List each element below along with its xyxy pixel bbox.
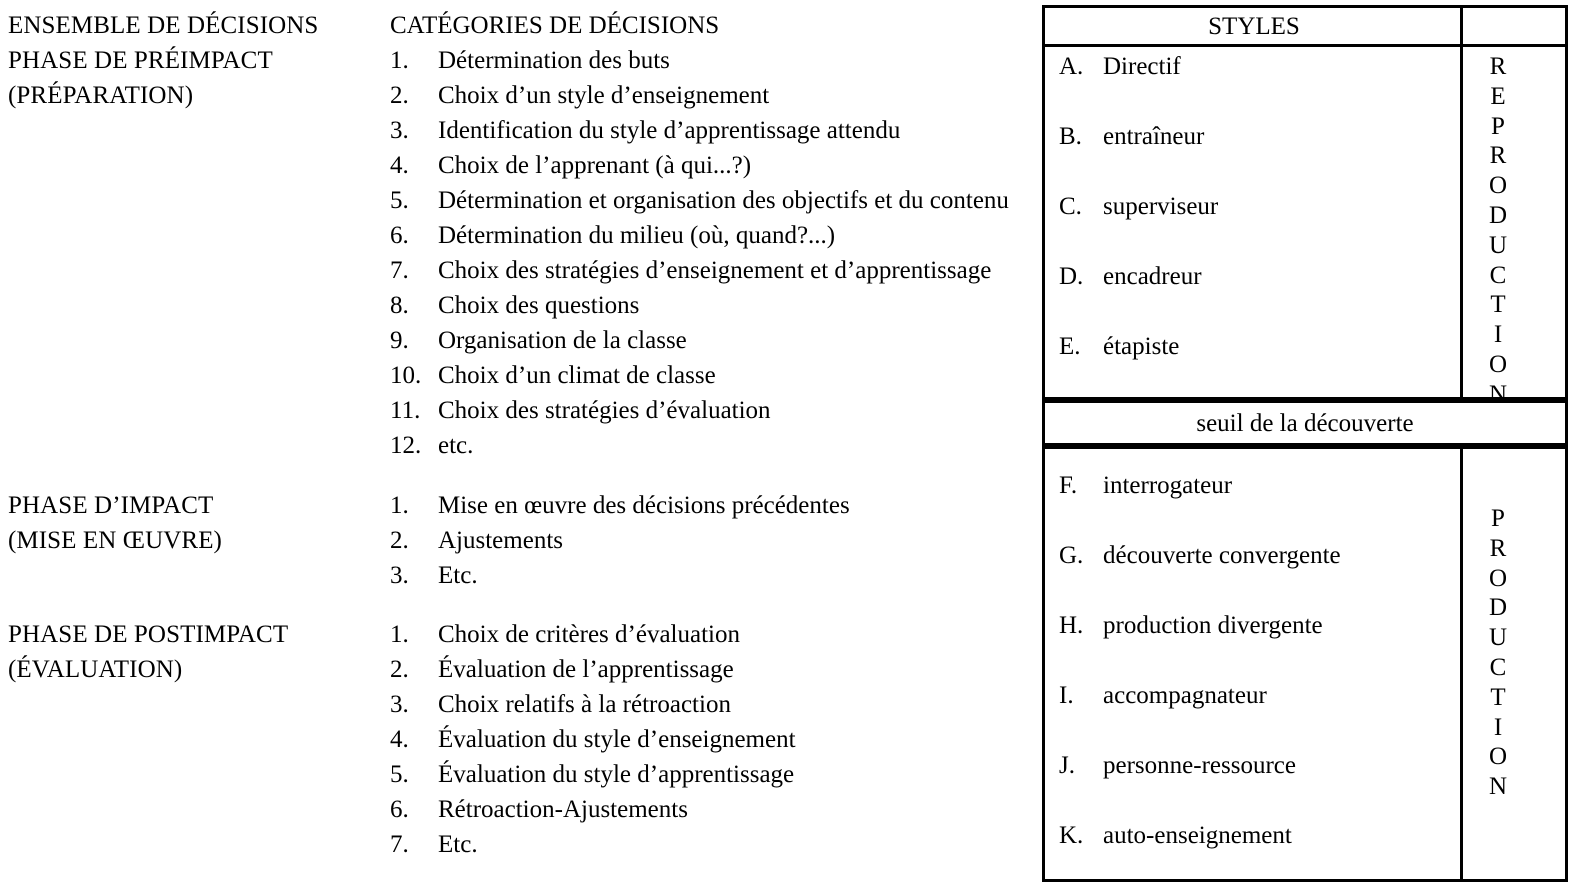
category-number: 2.: [390, 656, 409, 683]
category-label: Identification du style d’apprentissage attendu: [438, 117, 901, 144]
vertical-letter: U: [1488, 624, 1508, 652]
vertical-letter: N: [1488, 773, 1508, 801]
vertical-letter: T: [1490, 291, 1506, 319]
category-item: [390, 323, 1030, 358]
production-box: [1042, 446, 1568, 882]
category-number: 8.: [390, 292, 409, 319]
vertical-letter: N: [1488, 380, 1508, 408]
vertical-letter: R: [1489, 534, 1507, 562]
seuil-row: [1042, 400, 1568, 446]
category-label: Choix de critères d’évaluation: [438, 621, 740, 648]
reproduction-box: [1042, 5, 1568, 408]
category-item: [390, 253, 1030, 288]
style-letter: I.: [1059, 682, 1074, 709]
phase-subtitle-postimpact: (ÉVALUATION): [8, 656, 183, 683]
category-label: Détermination et organisation des objectifs et du contenu: [438, 187, 1009, 214]
vertical-letter: R: [1489, 142, 1507, 170]
style-name: encadreur: [1103, 263, 1202, 290]
style-name: accompagnateur: [1103, 682, 1267, 709]
category-item: [390, 617, 1030, 652]
decisions-column-header: ENSEMBLE DE DÉCISIONS: [8, 12, 319, 39]
vertical-letter: R: [1489, 53, 1507, 80]
phase-heading-impact: [8, 488, 378, 558]
style-letter: F.: [1059, 472, 1078, 499]
category-label: Rétroaction-Ajustements: [438, 796, 688, 823]
category-number: 6.: [390, 796, 409, 823]
categories-column-header: CATÉGORIES DE DÉCISIONS: [390, 12, 720, 39]
category-number: 4.: [390, 726, 409, 753]
category-number: 3.: [390, 562, 409, 589]
category-list-preimpact: [390, 43, 1030, 463]
category-label: Détermination du milieu (où, quand?...): [438, 222, 836, 249]
phase-title-postimpact: PHASE DE POSTIMPACT: [8, 621, 289, 648]
category-list-impact: [390, 488, 1030, 593]
vertical-letter: C: [1489, 261, 1507, 289]
category-item: [390, 558, 1030, 593]
style-name: étapiste: [1103, 333, 1180, 360]
style-letter: G.: [1059, 542, 1084, 569]
category-number: 11.: [390, 397, 421, 424]
category-item: [390, 358, 1030, 393]
vertical-letter: O: [1488, 350, 1508, 378]
category-label: Choix d’un style d’enseignement: [438, 82, 770, 109]
category-label: Évaluation du style d’apprentissage: [438, 761, 795, 788]
category-item: [390, 148, 1030, 183]
category-number: 9.: [390, 327, 409, 354]
style-letter: K.: [1059, 822, 1084, 849]
category-label: etc.: [438, 432, 474, 459]
category-number: 3.: [390, 117, 409, 144]
vertical-letter: U: [1488, 231, 1508, 259]
category-label: Évaluation de l’apprentissage: [438, 656, 734, 683]
category-label: Ajustements: [438, 527, 563, 554]
style-letter: D.: [1059, 263, 1084, 290]
category-number: 3.: [390, 691, 409, 718]
category-item: [390, 288, 1030, 323]
category-label: Choix des stratégies d’enseignement et d’apprentissage: [438, 257, 992, 284]
production-vertical-label: [1470, 504, 1526, 802]
category-number: 6.: [390, 222, 409, 249]
category-label: Organisation de la classe: [438, 327, 687, 354]
category-number: 12.: [390, 432, 422, 459]
category-number: 1.: [390, 621, 409, 648]
header-column-divider: [1460, 8, 1464, 47]
category-label: Détermination des buts: [438, 47, 670, 74]
styles-header-label: STYLES: [1208, 13, 1300, 40]
vertical-letter: T: [1490, 683, 1506, 711]
category-label: Etc.: [438, 831, 478, 858]
category-label: Choix de l’apprenant (à qui...?): [438, 152, 752, 179]
style-letter: J.: [1059, 752, 1075, 779]
category-number: 5.: [390, 761, 409, 788]
category-list-postimpact: [390, 617, 1030, 862]
category-item: [390, 687, 1030, 722]
style-name: interrogateur: [1103, 472, 1233, 499]
category-item: [390, 792, 1030, 827]
style-name: auto-enseignement: [1103, 822, 1292, 849]
category-number: 1.: [390, 47, 409, 74]
vertical-letter: O: [1488, 564, 1508, 592]
category-item: [390, 722, 1030, 757]
category-number: 10.: [390, 362, 422, 389]
category-number: 7.: [390, 831, 409, 858]
category-label: Choix relatifs à la rétroaction: [438, 691, 731, 718]
category-label: Mise en œuvre des décisions précédentes: [438, 492, 850, 519]
styles-table: [1042, 5, 1568, 882]
style-letter: B.: [1059, 123, 1082, 150]
category-item: [390, 523, 1030, 558]
vertical-letter: E: [1490, 82, 1506, 110]
category-item: [390, 183, 1030, 218]
phase-subtitle-preimpact: (PRÉPARATION): [8, 82, 194, 109]
style-letter: H.: [1059, 612, 1084, 639]
category-item: [390, 652, 1030, 687]
category-item: [390, 757, 1030, 792]
category-label: Etc.: [438, 562, 478, 589]
category-number: 5.: [390, 187, 409, 214]
style-name: découverte convergente: [1103, 542, 1341, 569]
category-number: 1.: [390, 492, 409, 519]
category-number: 4.: [390, 152, 409, 179]
styles-header-row: [1045, 8, 1565, 47]
vertical-letter: O: [1488, 172, 1508, 200]
vertical-letter: D: [1488, 201, 1508, 229]
style-name: production divergente: [1103, 612, 1323, 639]
decisions-column-header-block: [8, 8, 378, 113]
category-item: [390, 218, 1030, 253]
category-number: 7.: [390, 257, 409, 284]
category-label: Évaluation du style d’enseignement: [438, 726, 796, 753]
production-column-divider: [1460, 449, 1464, 879]
category-item: [390, 488, 1030, 523]
vertical-letter: P: [1491, 112, 1505, 140]
phase-subtitle-impact: (MISE EN ŒUVRE): [8, 527, 222, 554]
category-number: 2.: [390, 82, 409, 109]
phase-title-preimpact: PHASE DE PRÉIMPACT: [8, 47, 273, 74]
phase-title-impact: PHASE D’IMPACT: [8, 492, 214, 519]
style-name: entraîneur: [1103, 123, 1205, 150]
category-label: Choix des questions: [438, 292, 640, 319]
style-letter: E.: [1059, 333, 1081, 360]
style-name: Directif: [1103, 53, 1181, 80]
vertical-letter: I: [1493, 713, 1503, 741]
vertical-letter: C: [1489, 653, 1507, 681]
style-name: personne-ressource: [1103, 752, 1296, 779]
style-letter: C.: [1059, 193, 1082, 220]
style-letter: A.: [1059, 53, 1084, 80]
category-item: [390, 827, 1030, 862]
style-name: superviseur: [1103, 193, 1219, 220]
phase-heading-postimpact: [8, 617, 378, 687]
category-item: [390, 78, 1030, 113]
category-item: [390, 428, 1030, 463]
vertical-letter: D: [1488, 594, 1508, 622]
vertical-letter: I: [1493, 321, 1503, 349]
reproduction-vertical-label: [1470, 52, 1526, 410]
seuil-label: seuil de la découverte: [1196, 410, 1414, 437]
category-number: 2.: [390, 527, 409, 554]
category-item: [390, 393, 1030, 428]
vertical-letter: P: [1491, 505, 1505, 532]
category-item: [390, 43, 1030, 78]
category-label: Choix d’un climat de classe: [438, 362, 716, 389]
category-item: [390, 113, 1030, 148]
category-label: Choix des stratégies d’évaluation: [438, 397, 771, 424]
vertical-letter: O: [1488, 743, 1508, 771]
reproduction-column-divider: [1460, 47, 1464, 397]
